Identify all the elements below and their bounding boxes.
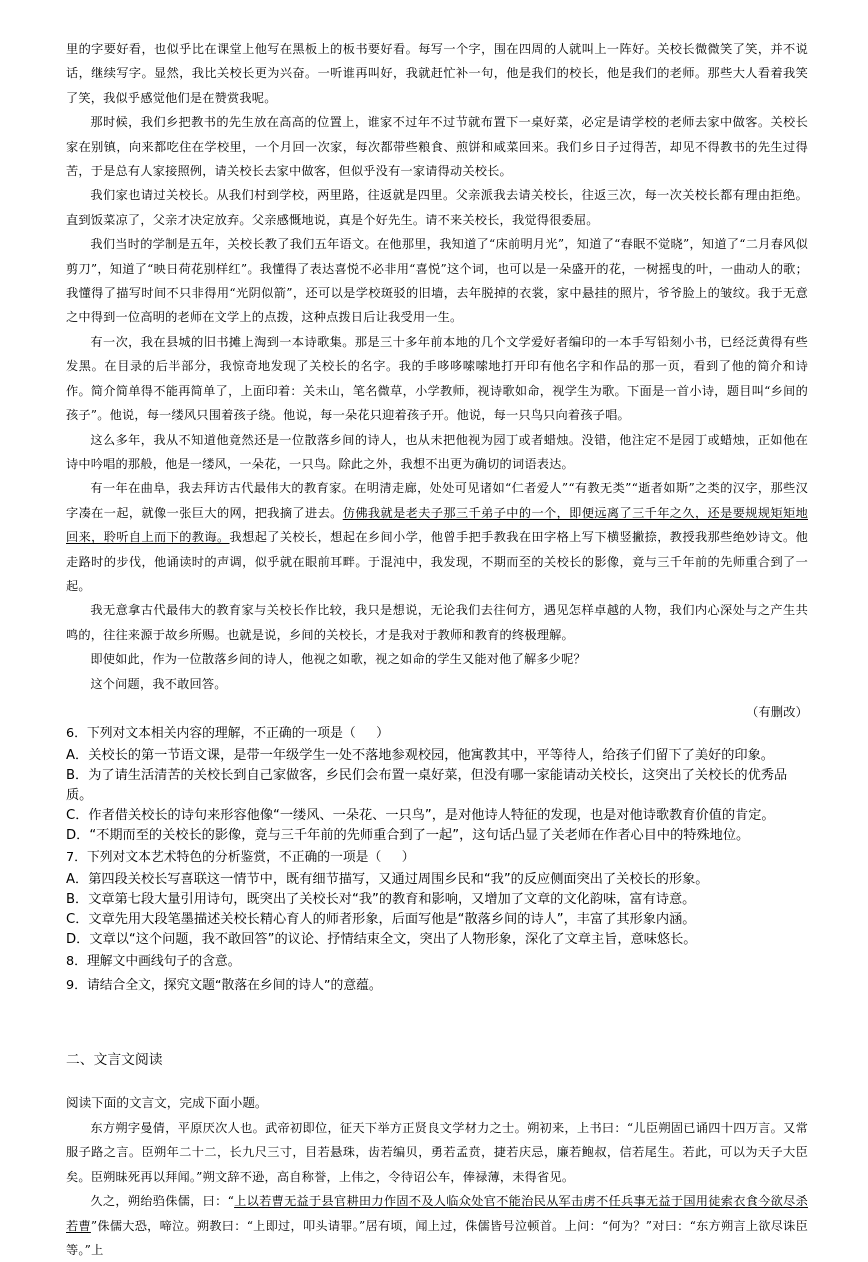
classical-text-after: ”侏儒大恐，啼泣。朔教曰：“上即过，叩头请罪。”居有顷，闻上过，侏儒皆号泣顿首。上问：“何为？”对曰：“东方朔言上欲尽诛臣等。”上 [66,1218,808,1257]
question-stem-end: ） [376,725,389,741]
option-b[interactable]: B．文章第七段大量引用诗句，既突出了关校长对“我”的教育和影响，又增加了文章的文化韵味，富有诗意。 [66,891,696,907]
exam-page [66,37,808,1262]
reading-passage [66,37,808,722]
classical-text-before: 久之，朔绐驺侏儒，曰：“ [90,1194,235,1209]
question-stem [66,846,808,870]
underlined-sentence: 仿佛我就是老夫子那三千弟子中的一个，即便远离了三千年之久，还是要规规矩矩地回来，聆听自上而下的教诲。 [66,505,808,545]
option-b[interactable]: B．为了请生活清苦的关校长到自己家做客，乡民们会布置一桌好菜，但没有哪一家能请动关校长，这突出了关校长的优秀品质。 [66,767,788,803]
passage-paragraph-9: 即使如此，作为一位散落乡间的诗人，他视之如歌，视之如命的学生又能对他了解多少呢？ [90,652,586,667]
question-stem [66,722,808,746]
section-intro: 阅读下面的文言文，完成下面小题。 [66,1094,268,1110]
option-a[interactable]: A．关校长的第一节语文课，是带一年级学生一处不落地参观校园，他寓教其中，平等待人，给孩子们留下了美好的印象。 [66,747,774,763]
question-stem-text: 7．下列对文本艺术特色的分析鉴赏，不正确的一项是（ [66,849,382,865]
option-d[interactable]: D．文章以“这个问题，我不敢回答”的议论、抒情结束全文，突出了人物形象，深化了文章主旨，意味悠长。 [66,931,697,947]
option-c[interactable]: C．文章先用大段笔墨描述关校长精心育人的师者形象，后面写他是“散落乡间的诗人”，丰富了其形象内涵。 [66,911,696,927]
classical-chinese-section [66,1048,808,1262]
option-c[interactable]: C．作者借关校长的诗句来形容他像“一缕风、一朵花、一只鸟”，是对他诗人特征的发现，也是对他诗歌教育价值的肯定。 [66,807,775,823]
passage-paragraph-10: 这个问题，我不敢回答。 [90,676,227,691]
section-title: 二、文言文阅读 [66,1051,163,1068]
question-stem-text: 6．下列对文本相关内容的理解，不正确的一项是（ [66,725,356,741]
paragraph-7-text-after: 我想起了关校长，想起在乡间小学，他曾手把手教我在田字格上写下横竖撇捺，教授我那些绝妙诗文。他走路时的步伐，他诵读时的声调，似乎就在眼前耳畔。于混沌中，我发现，不期而至的关校长的影像，竟与三千年前的先师重合到了一起。 [66,530,808,593]
passage-paragraph-2: 那时候，我们乡把教书的先生放在高高的位置上，谁家不过年不过节就布置下一桌好菜，必定是请学校的老师去家中做客。关校长家在别镇，向来都吃住在学校里，一个月回一次家，每次都带些粮食、煎饼和咸菜回来。我们乡日子过得苦，却见不得教书的先生过得苦，于是总有人家接照例，请关校长去家中做客，但似乎没有一家请得动关校长。 [66,115,808,179]
passage-paragraph-5: 有一次，我在县城的旧书摊上淘到一本诗歌集。那是三十多年前本地的几个文学爱好者编印的一本手写铅刻小书，已经泛黄得有些发黑。在目录的后半部分，我惊奇地发现了关校长的名字。我的手哆哆嗦嗦地打开印有他名字和作品的那一页，看到了他的简介和诗作。简介简单得不能再简单了，上面印着：关未山，笔名微草，小学教师，视诗歌如命，视学生为歌。下面是一首小诗，题目叫“乡间的孩子”。他说，每一缕风只围着孩子绕。他说，每一朵花只迎着孩子开。他说，每一只鸟只向着孩子唱。 [66,334,808,423]
paragraph-7-text-before: 有一年在曲阜，我去拜访古代最伟大的教育家。在明清走廊，处处可见诸如“仁者爱人”“有教无类”“逝者如斯”之类的汉字，那些汉字凑在一起，就像一张巨大的网，把我摘了进去。 [66,481,808,520]
question-list [66,722,808,998]
question-stem-end: ） [401,849,415,865]
question-7 [66,846,808,950]
passage-paragraph-3: 我们家也请过关校长。从我们村到学校，两里路，往返就是四里。父亲派我去请关校长，往返三次，每一次关校长都有理由拒绝。直到饭菜凉了，父亲才决定放弃。父亲感慨地说，真是个好先生。请不来关校长，我觉得很委屈。 [66,188,808,227]
question-8: 8．理解文中画线句子的含意。 [66,953,241,969]
passage-paragraph-1: 里的字要好看，也似乎比在课堂上他写在黑板上的板书要好看。每写一个字，围在四周的人就叫上一阵好。关校长微微笑了笑，并不说话，继续写字。显然，我比关校长更为兴奋。一听谁再叫好，我就赶忙补一句，他是我们的校长，他是我们的老师。那些大人看着我笑了笑，我似乎感觉他们是在赞赏我呢。 [66,42,808,105]
passage-paragraph-7 [66,476,808,598]
classical-paragraph-1: 东方朔字曼倩，平原厌次人也。武帝初即位，征天下举方正贤良文学材力之士。朔初来，上书曰：“儿臣朔固已诵四十四万言。又常服子路之言。臣朔年二十二，长九尺三寸，目若悬珠，齿若编贝，勇若孟贲，捷若庆忌，廉若鲍叔，信若尾生。若此，可以为天子大臣矣。臣朔昧死再以拜闻。”朔文辞不逊，高自称誉，上伟之，令待诏公车，俸禄薄，未得省见。 [66,1120,808,1184]
passage-paragraph-6: 这么多年，我从不知道他竟然还是一位散落乡间的诗人，也从未把他视为园丁或者蜡烛。没错，他注定不是园丁或蜡烛，正如他在诗中吟唱的那般，他是一缕风，一朵花，一只鸟。除此之外，我想不出更为确切的词语表达。 [66,432,808,471]
option-a[interactable]: A．第四段关校长写喜联这一情节中，既有细节描写，又通过周围乡民和“我”的反应侧面突出了关校长的形象。 [66,871,709,887]
underlined-classical-sentence: 上以若曹无益于县官耕田力作固不及人临众处官不能治民从军击虏不任兵事无益于国用徒索衣食今欲尽杀若曹 [66,1194,809,1233]
classical-paragraph-2 [66,1189,808,1262]
option-d[interactable]: D．“不期而至的关校长的影像，竟与三千年前的先师重合到了一起”，这句话凸显了关老师在作者心目中的特殊地位。 [66,827,750,843]
passage-paragraph-4: 我们当时的学制是五年，关校长教了我们五年语文。在他那里，我知道了“床前明月光”，知道了“春眠不觉晓”，知道了“二月春风似剪刀”，知道了“映日荷花别样红”。我懂得了表达喜悦不必非用“喜悦”这个词，也可以是一朵盛开的花，一树摇曳的叶，一曲动人的歌；我懂得了描写时间不只非得用“光阴似箭”，还可以是学校斑驳的旧墙，去年脱掉的衣裳，家中悬挂的照片，爷爷脸上的皱纹。我于无意之中得到一位高明的老师在文学上的点拨，这种点拨日后让我受用一生。 [66,237,808,325]
passage-paragraph-8: 我无意拿古代最伟大的教育家与关校长作比较，我只是想说，无论我们去往何方，遇见怎样卓越的人物，我们内心深处与之产生共鸣的，往往来源于故乡所赐。也就是说，乡间的关校长，才是我对于教师和教育的终极理解。 [66,603,808,642]
question-9: 9．请结合全文，探究文题“散落在乡间的诗人”的意蕴。 [66,977,382,993]
question-6 [66,722,808,846]
source-note: （有删改） [746,704,808,719]
